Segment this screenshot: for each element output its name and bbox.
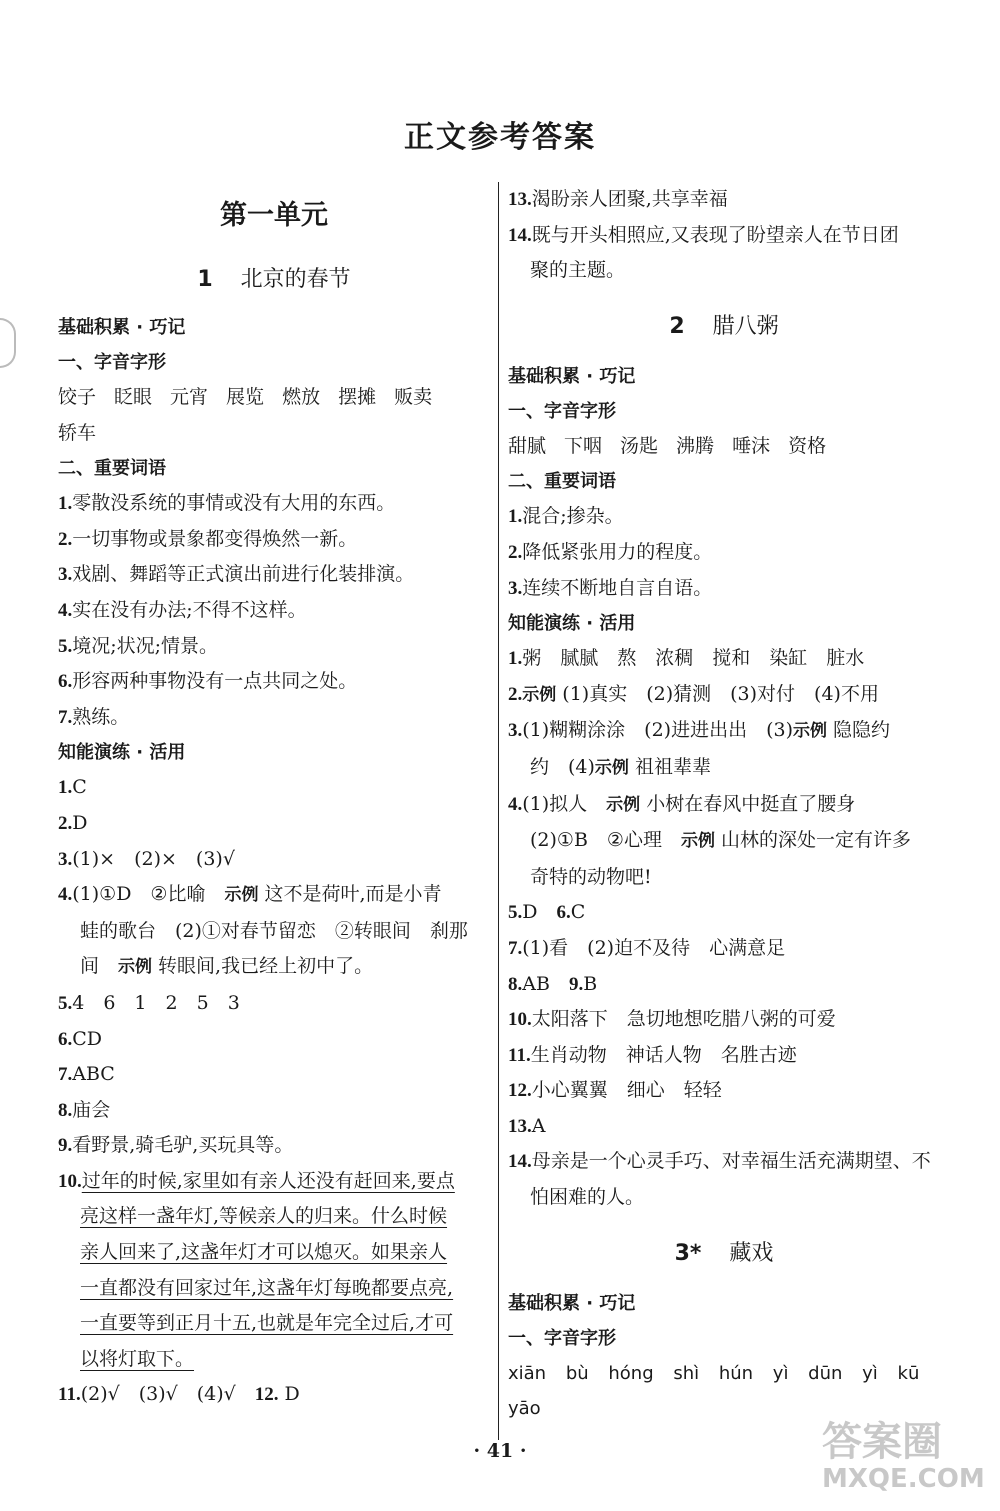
word: 甜腻 (508, 434, 547, 457)
answer-line: 5.4 6 1 2 5 3 (58, 991, 240, 1014)
word: 元宵 (170, 386, 209, 408)
word: 汤匙 (620, 434, 659, 457)
answer-line: 13.A (508, 1114, 546, 1137)
binding-mark (0, 318, 16, 368)
answer-line: 8.庙会 (58, 1098, 111, 1121)
page-title: 正文参考答案 (404, 120, 596, 155)
word: 下咽 (564, 434, 603, 457)
subsection-heading: 一、字音字形 (58, 352, 166, 373)
answer-line-cont: 亮这样一盏年灯,等候亲人的归来。什么时候 (80, 1205, 448, 1228)
answer-line-cont: 一直都没有回家过年,这盏年灯每晚都要点亮, (80, 1276, 454, 1299)
answer-line-cont: 聚的主题。 (530, 259, 626, 282)
watermark-logo (822, 1420, 992, 1500)
answer-line: 14.既与开头相照应,又表现了盼望亲人在节日团 (508, 223, 899, 246)
lesson-name: 北京的春节 (240, 267, 351, 292)
lesson-name: 腊八粥 (712, 313, 779, 339)
answer-line: 9.看野景,骑毛驴,买玩具等。 (58, 1134, 294, 1157)
answer-line: 7.ABC (58, 1063, 115, 1086)
lesson-number: 1 (197, 267, 213, 292)
answer-line-cont: 间 示例 转眼间,我已经上初中了。 (80, 955, 374, 978)
answer-line: 5.D 6.C (508, 901, 586, 924)
word: 展览 (226, 386, 265, 408)
section-heading: 知能演练 · 活用 (508, 613, 636, 635)
left-column (58, 180, 490, 1413)
answer-line: 6.形容两种事物没有一点共同之处。 (58, 670, 358, 693)
answer-line: 7.熟练。 (58, 705, 130, 728)
answer-line-cont: 一直要等到正月十五,也就是年完全过后,才可 (80, 1312, 454, 1335)
subsection-heading: 一、字音字形 (508, 400, 616, 422)
answer-line: 4.实在没有办法;不得不这样。 (58, 598, 307, 621)
answer-line: 3.戏剧、舞蹈等正式演出前进行化装排演。 (58, 563, 415, 586)
answer-line: 7.(1)看 (2)迫不及待 心满意足 (508, 936, 786, 959)
word-list (508, 429, 940, 465)
lesson-1-title (58, 260, 490, 300)
lesson-3-title (508, 1234, 940, 1274)
lesson-name: 藏戏 (729, 1240, 774, 1266)
section-heading: 基础积累 · 巧记 (508, 1292, 636, 1314)
answer-line: 1.混合;掺杂。 (508, 505, 624, 528)
answer-line-cont: 以将灯取下。 (80, 1347, 195, 1370)
answer-line: 8.AB 9.B (508, 972, 598, 995)
answer-line: 14.母亲是一个心灵手巧、对幸福生活充满期望、不 (508, 1150, 931, 1173)
answer-line: 3.连续不断地自言自语。 (508, 576, 713, 599)
subsection-heading: 一、字音字形 (508, 1327, 616, 1349)
word: 眨眼 (114, 386, 153, 408)
subsection-heading: 二、重要词语 (58, 458, 166, 480)
section-heading: 基础积累 · 巧记 (58, 317, 186, 338)
answer-line: 11.(2)√ (3)√ (4)√ 12. D (58, 1383, 300, 1406)
answer-line: 1.零散没系统的事情或没有大用的东西。 (58, 492, 396, 515)
answer-line-cont: 约 (4)示例 祖祖辈辈 (530, 755, 711, 778)
word: 燃放 (282, 386, 321, 408)
answer-line: 12.小心翼翼 细心 轻轻 (508, 1079, 722, 1102)
answer-line: 4.(1)拟人 示例 小树在春风中挺直了腰身 (508, 792, 856, 815)
answer-line: 2.一切事物或景象都变得焕然一新。 (58, 527, 358, 550)
unit-title: 第一单元 (220, 200, 328, 231)
answer-line: 2.D (58, 811, 88, 834)
answer-line-cont: 怕困难的人。 (530, 1186, 645, 1209)
word: 贩卖 (394, 386, 433, 408)
answer-line: 5.境况;状况;情景。 (58, 634, 219, 657)
right-column (508, 182, 940, 1427)
answer-line-cont: 蛙的歌台 (2)①对春节留恋 ②转眼间 刹那 (80, 919, 468, 942)
answer-line: 4.(1)①D ②比喻 示例 这不是荷叶,而是小青 (58, 883, 442, 906)
pinyin-line: xiān bù hóng shì hún yì dūn yì kū yāo (508, 1362, 920, 1420)
answer-line-cont: 亲人回来了,这盏年灯才可以熄灭。如果亲人 (80, 1241, 448, 1264)
lesson-2-title (508, 307, 940, 347)
column-divider (498, 182, 499, 1440)
watermark-url: MXQE.COM (822, 1464, 985, 1494)
answer-line: 1.粥 腻腻 熬 浓稠 搅和 染缸 脏水 (508, 647, 865, 670)
answer-line: 3.(1)× (2)× (3)√ (58, 847, 235, 870)
answer-line: 10.过年的时候,家里如有亲人还没有赶回来,要点 (58, 1169, 455, 1192)
word-list (58, 380, 490, 416)
lesson-number: 3* (674, 1240, 702, 1266)
subsection-heading: 二、重要词语 (508, 471, 616, 493)
answer-line: 13.渴盼亲人团聚,共享幸福 (508, 188, 728, 210)
word: 沸腾 (676, 434, 715, 457)
word: 摆摊 (338, 386, 377, 408)
answer-line-cont: (2)①B ②心理 示例 山林的深处一定有许多 (530, 829, 911, 852)
answer-line: 2.示例 (1)真实 (2)猜测 (3)对付 (4)不用 (508, 682, 879, 705)
section-heading: 基础积累 · 巧记 (508, 365, 636, 387)
word: 唾沫 (732, 434, 771, 457)
answer-line: 6.CD (58, 1027, 103, 1050)
watermark-text: 答案圈 (822, 1419, 942, 1465)
answer-line: 2.降低紧张用力的程度。 (508, 540, 713, 563)
answer-line: 10.太阳落下 急切地想吃腊八粥的可爱 (508, 1008, 836, 1031)
section-heading: 知能演练 · 活用 (58, 742, 186, 764)
answer-line-cont: 奇特的动物吧! (530, 865, 652, 888)
word: 资格 (788, 434, 827, 457)
answer-line: 3.(1)糊糊涂涂 (2)进进出出 (3)示例 隐隐约 (508, 719, 891, 742)
page-number: · 41 · (473, 1440, 527, 1462)
word-list-cont: 轿车 (58, 421, 97, 444)
word: 饺子 (58, 386, 97, 408)
answer-line: 11.生肖动物 神话人物 名胜古迹 (508, 1043, 797, 1066)
answer-line: 1.C (58, 776, 87, 799)
lesson-number: 2 (669, 313, 685, 339)
